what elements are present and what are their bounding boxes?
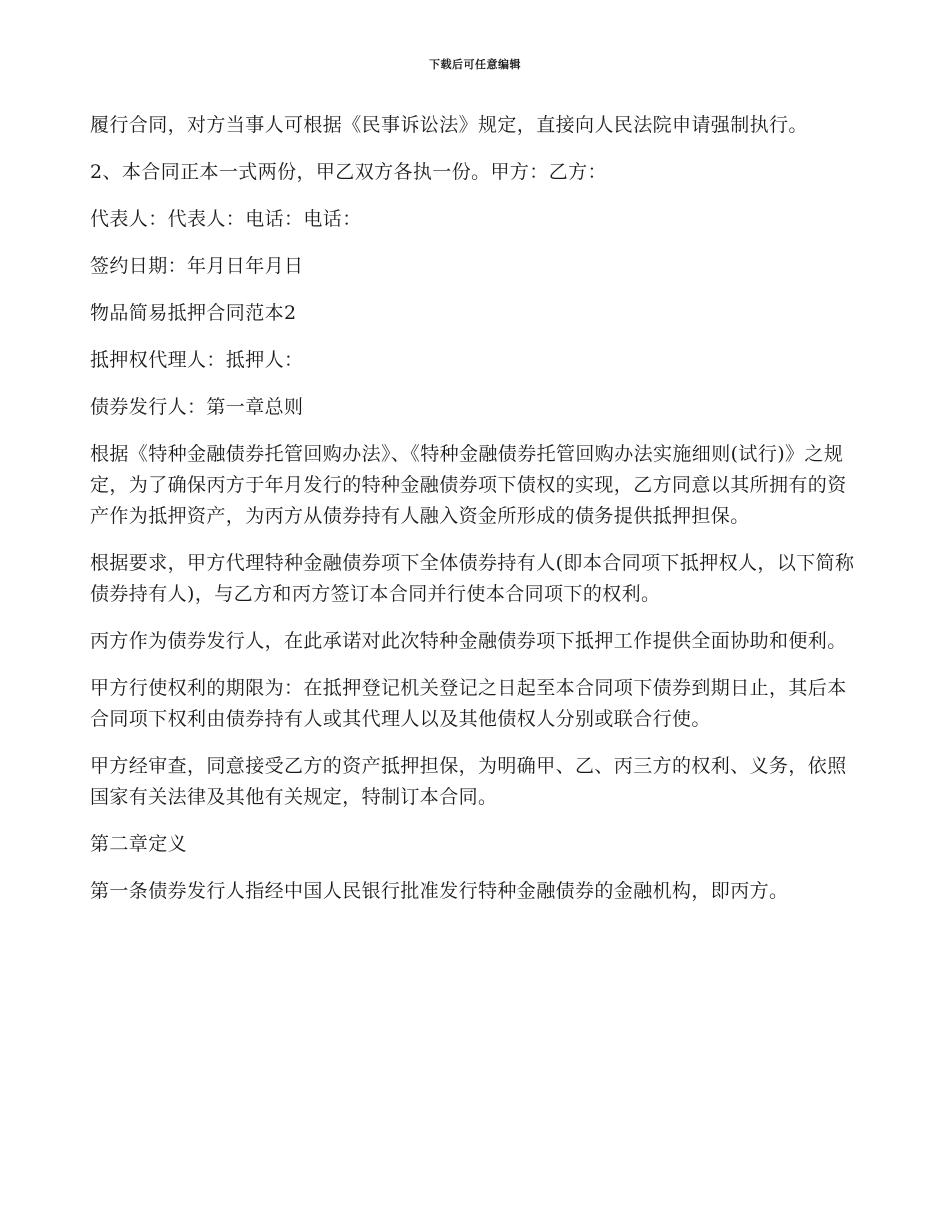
paragraph: 履行合同，对方当事人可根据《民事诉讼法》规定，直接向人民法院申请强制执行。 (90, 114, 808, 136)
page-header: 下载后可任意编辑 (429, 58, 521, 71)
paragraph: 代表人：代表人：电话：电话： (90, 208, 362, 230)
paragraph: 第一条债券发行人指经中国人民银行批准发行特种金融债券的金融机构，即丙方。 (90, 880, 789, 902)
document-body (90, 110, 865, 923)
chapter-heading: 第二章定义 (90, 833, 188, 855)
paragraph: 甲方经审查，同意接受乙方的资产抵押担保，为明确甲、乙、丙三方的权利、义务，依照国家有关法律及其他有关规定，特制订本合同。 (90, 755, 847, 808)
paragraph: 2、本合同正本一式两份，甲乙双方各执一份。甲方：乙方： (90, 161, 607, 183)
paragraph: 抵押权代理人：抵押人： (90, 349, 304, 371)
paragraph: 甲方行使权利的期限为：在抵押登记机关登记之日起至本合同项下债券到期日止，其后本合同项下权利由债券持有人或其代理人以及其他债权人分别或联合行使。 (90, 677, 847, 730)
paragraph: 根据《特种金融债券托管回购办法》、《特种金融债券托管回购办法实施细则(试行)》之规定，为了确保丙方于年月发行的特种金融债券项下债权的实现，乙方同意以其所拥有的资产作为抵押资产，为丙方从债券持有人融入资金所形成的债务提供抵押担保。 (90, 443, 847, 527)
paragraph: 债券发行人：第一章总则 (90, 396, 304, 418)
paragraph: 丙方作为债券发行人，在此承诺对此次特种金融债券项下抵押工作提供全面协助和便利。 (90, 630, 847, 652)
section-title: 物品简易抵押合同范本2 (90, 302, 297, 324)
paragraph: 根据要求，甲方代理特种金融债券项下全体债券持有人(即本合同项下抵押权人，以下简称债券持有人)，与乙方和丙方签订本合同并行使本合同项下的权利。 (90, 552, 855, 605)
paragraph: 签约日期：年月日年月日 (90, 255, 304, 277)
